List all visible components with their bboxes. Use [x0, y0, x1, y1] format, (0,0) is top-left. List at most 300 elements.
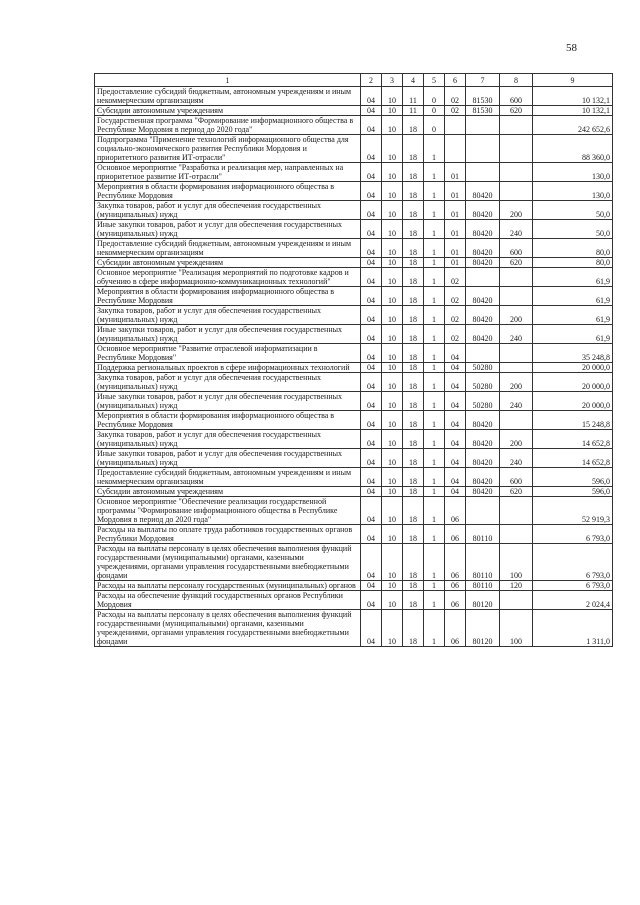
row-c6-cell: 06 — [445, 591, 466, 610]
row-c6-cell: 04 — [445, 363, 466, 373]
row-c7-cell: 80420 — [466, 411, 500, 430]
row-c2-cell: 04 — [361, 344, 382, 363]
row-c7-cell: 80110 — [466, 544, 500, 581]
row-c3-cell: 10 — [382, 258, 403, 268]
row-c6-cell: 06 — [445, 544, 466, 581]
table-row — [95, 487, 613, 497]
row-c5-cell: 1 — [424, 287, 445, 306]
row-c5-cell: 1 — [424, 135, 445, 163]
row-c6-cell: 01 — [445, 220, 466, 239]
header-cell: 5 — [424, 74, 445, 87]
row-name-cell: Иные закупки товаров, работ и услуг для обеспечения государственных (муниципальных) нужд — [95, 325, 361, 344]
row-name-cell: Основное мероприятие "Реализация мероприятий по подготовке кадров и обучению в сфере информационно-коммуникационных технологий" — [95, 268, 361, 287]
row-c8-cell — [500, 363, 533, 373]
table-body — [95, 87, 613, 647]
row-c7-cell: 81530 — [466, 106, 500, 116]
row-c6-cell: 04 — [445, 430, 466, 449]
row-c4-cell: 18 — [403, 544, 424, 581]
row-c8-cell — [500, 182, 533, 201]
row-name-cell: Субсидии автономным учреждениям — [95, 106, 361, 116]
row-c8-cell: 600 — [500, 468, 533, 487]
row-c8-cell — [500, 591, 533, 610]
row-c9-cell: 242 652,6 — [533, 116, 613, 135]
row-name-cell: Расходы на выплаты персоналу в целях обеспечения выполнения функций государственными (муниципальными) органами, казенными учреждениями, органами управления государственными внебюджетными фондами — [95, 544, 361, 581]
row-c8-cell: 620 — [500, 106, 533, 116]
row-c5-cell: 1 — [424, 544, 445, 581]
row-c3-cell: 10 — [382, 201, 403, 220]
row-c4-cell: 18 — [403, 258, 424, 268]
row-c2-cell: 04 — [361, 581, 382, 591]
row-c8-cell — [500, 344, 533, 363]
row-c2-cell: 04 — [361, 135, 382, 163]
row-c9-cell: 10 132,1 — [533, 106, 613, 116]
row-c5-cell: 1 — [424, 201, 445, 220]
row-c5-cell: 1 — [424, 325, 445, 344]
row-c9-cell: 14 652,8 — [533, 449, 613, 468]
row-c2-cell: 04 — [361, 116, 382, 135]
row-name-cell: Иные закупки товаров, работ и услуг для обеспечения государственных (муниципальных) нужд — [95, 220, 361, 239]
row-c7-cell: 80420 — [466, 258, 500, 268]
row-c6-cell: 06 — [445, 497, 466, 525]
row-c2-cell: 04 — [361, 610, 382, 647]
table-row — [95, 430, 613, 449]
row-c3-cell: 10 — [382, 591, 403, 610]
row-c6-cell: 04 — [445, 373, 466, 392]
row-c7-cell: 80420 — [466, 306, 500, 325]
row-c9-cell: 20 000,0 — [533, 373, 613, 392]
row-c7-cell: 80120 — [466, 591, 500, 610]
row-c7-cell — [466, 116, 500, 135]
row-c3-cell: 10 — [382, 306, 403, 325]
table-row — [95, 525, 613, 544]
row-name-cell: Иные закупки товаров, работ и услуг для обеспечения государственных (муниципальных) нужд — [95, 392, 361, 411]
table-row — [95, 449, 613, 468]
row-c3-cell: 10 — [382, 497, 403, 525]
row-c9-cell: 50,0 — [533, 220, 613, 239]
row-c5-cell: 1 — [424, 497, 445, 525]
row-c3-cell: 10 — [382, 544, 403, 581]
row-c6-cell: 01 — [445, 163, 466, 182]
table-row — [95, 325, 613, 344]
row-c5-cell: 1 — [424, 163, 445, 182]
row-name-cell: Подпрограмма "Применение технологий информационного общества для социально-экономического развития Республики Мордовия и приоритетного развития ИТ-отрасли" — [95, 135, 361, 163]
row-c5-cell: 1 — [424, 411, 445, 430]
table-row — [95, 220, 613, 239]
row-c6-cell: 06 — [445, 581, 466, 591]
row-c5-cell: 1 — [424, 268, 445, 287]
table-row — [95, 544, 613, 581]
row-c3-cell: 10 — [382, 487, 403, 497]
row-c5-cell: 1 — [424, 430, 445, 449]
table-row — [95, 497, 613, 525]
row-c3-cell: 10 — [382, 116, 403, 135]
row-name-cell: Закупка товаров, работ и услуг для обеспечения государственных (муниципальных) нужд — [95, 306, 361, 325]
row-c3-cell: 10 — [382, 581, 403, 591]
row-c8-cell: 240 — [500, 392, 533, 411]
row-c2-cell: 04 — [361, 544, 382, 581]
row-c8-cell: 100 — [500, 544, 533, 581]
table-row — [95, 392, 613, 411]
row-c9-cell: 61,9 — [533, 287, 613, 306]
row-c7-cell: 80120 — [466, 610, 500, 647]
row-c5-cell: 1 — [424, 220, 445, 239]
row-c5-cell: 1 — [424, 591, 445, 610]
row-c3-cell: 10 — [382, 182, 403, 201]
row-c9-cell: 88 360,0 — [533, 135, 613, 163]
row-c6-cell: 02 — [445, 87, 466, 106]
header-cell: 7 — [466, 74, 500, 87]
row-c2-cell: 04 — [361, 392, 382, 411]
header-cell: 6 — [445, 74, 466, 87]
row-c5-cell: 1 — [424, 344, 445, 363]
row-c4-cell: 18 — [403, 344, 424, 363]
row-c4-cell: 18 — [403, 591, 424, 610]
table-row — [95, 268, 613, 287]
row-c9-cell: 6 793,0 — [533, 581, 613, 591]
header-cell: 3 — [382, 74, 403, 87]
table-row — [95, 106, 613, 116]
row-c2-cell: 04 — [361, 258, 382, 268]
row-name-cell: Предоставление субсидий бюджетным, автономным учреждениям и иным некоммерческим организациям — [95, 239, 361, 258]
row-c8-cell: 620 — [500, 487, 533, 497]
row-c8-cell — [500, 163, 533, 182]
row-c4-cell: 18 — [403, 268, 424, 287]
row-c4-cell: 18 — [403, 287, 424, 306]
row-c7-cell — [466, 135, 500, 163]
row-c7-cell — [466, 497, 500, 525]
row-c4-cell: 18 — [403, 201, 424, 220]
row-c3-cell: 10 — [382, 220, 403, 239]
row-c5-cell: 0 — [424, 87, 445, 106]
row-c3-cell: 10 — [382, 449, 403, 468]
row-c8-cell — [500, 497, 533, 525]
budget-table — [94, 73, 613, 647]
row-c4-cell: 18 — [403, 525, 424, 544]
row-c3-cell: 10 — [382, 373, 403, 392]
row-c8-cell: 200 — [500, 306, 533, 325]
row-c8-cell — [500, 116, 533, 135]
table-row — [95, 163, 613, 182]
row-c9-cell: 20 000,0 — [533, 392, 613, 411]
row-c9-cell: 6 793,0 — [533, 544, 613, 581]
row-c7-cell: 80110 — [466, 581, 500, 591]
row-c4-cell: 11 — [403, 87, 424, 106]
row-c7-cell — [466, 344, 500, 363]
row-c4-cell: 18 — [403, 610, 424, 647]
row-c7-cell: 80420 — [466, 220, 500, 239]
row-name-cell: Субсидии автономным учреждениям — [95, 487, 361, 497]
row-c9-cell: 50,0 — [533, 201, 613, 220]
row-name-cell: Расходы на выплаты по оплате труда работников государственных органов Республики Мордовия — [95, 525, 361, 544]
table-row — [95, 581, 613, 591]
row-c9-cell: 20 000,0 — [533, 363, 613, 373]
row-c2-cell: 04 — [361, 411, 382, 430]
row-c6-cell: 02 — [445, 287, 466, 306]
row-c5-cell: 1 — [424, 487, 445, 497]
header-cell: 8 — [500, 74, 533, 87]
row-c5-cell: 1 — [424, 610, 445, 647]
row-c2-cell: 04 — [361, 106, 382, 116]
row-c9-cell: 130,0 — [533, 163, 613, 182]
row-c7-cell: 80420 — [466, 182, 500, 201]
row-c8-cell: 600 — [500, 239, 533, 258]
row-c4-cell: 18 — [403, 430, 424, 449]
row-c6-cell: 06 — [445, 610, 466, 647]
header-cell: 2 — [361, 74, 382, 87]
row-c9-cell: 35 248,8 — [533, 344, 613, 363]
row-c3-cell: 10 — [382, 239, 403, 258]
row-c4-cell: 11 — [403, 106, 424, 116]
row-c2-cell: 04 — [361, 449, 382, 468]
row-c6-cell: 06 — [445, 525, 466, 544]
row-name-cell: Поддержка региональных проектов в сфере информационных технологий — [95, 363, 361, 373]
row-c6-cell: 04 — [445, 449, 466, 468]
row-c3-cell: 10 — [382, 363, 403, 373]
table-row — [95, 87, 613, 106]
row-c3-cell: 10 — [382, 325, 403, 344]
row-c7-cell: 80420 — [466, 287, 500, 306]
row-c4-cell: 18 — [403, 468, 424, 487]
row-c7-cell: 50280 — [466, 392, 500, 411]
row-c2-cell: 04 — [361, 325, 382, 344]
row-c9-cell: 61,9 — [533, 268, 613, 287]
row-c6-cell — [445, 135, 466, 163]
row-name-cell: Основное мероприятие "Обеспечение реализации государственной программы "Формирование информационного общества в Республике Мордовия в период до 2020 года" — [95, 497, 361, 525]
row-c7-cell — [466, 163, 500, 182]
row-c3-cell: 10 — [382, 106, 403, 116]
row-c3-cell: 10 — [382, 525, 403, 544]
row-c8-cell: 620 — [500, 258, 533, 268]
row-c5-cell: 0 — [424, 106, 445, 116]
row-c2-cell: 04 — [361, 239, 382, 258]
row-name-cell: Государственная программа "Формирование информационного общества в Республике Мордовия в период до 2020 года" — [95, 116, 361, 135]
row-c7-cell: 80110 — [466, 525, 500, 544]
row-c4-cell: 18 — [403, 363, 424, 373]
row-c4-cell: 18 — [403, 116, 424, 135]
row-c6-cell: 01 — [445, 201, 466, 220]
row-c2-cell: 04 — [361, 363, 382, 373]
row-c3-cell: 10 — [382, 163, 403, 182]
row-c5-cell: 1 — [424, 525, 445, 544]
row-c8-cell: 240 — [500, 449, 533, 468]
row-c2-cell: 04 — [361, 220, 382, 239]
row-c9-cell: 61,9 — [533, 306, 613, 325]
row-c4-cell: 18 — [403, 220, 424, 239]
row-c6-cell: 01 — [445, 182, 466, 201]
row-c4-cell: 18 — [403, 373, 424, 392]
row-c3-cell: 10 — [382, 468, 403, 487]
row-c2-cell: 04 — [361, 87, 382, 106]
table-row — [95, 373, 613, 392]
row-c4-cell: 18 — [403, 239, 424, 258]
page-number: 58 — [566, 42, 577, 54]
table-row — [95, 411, 613, 430]
row-c8-cell — [500, 525, 533, 544]
row-c4-cell: 18 — [403, 325, 424, 344]
row-c7-cell: 80420 — [466, 430, 500, 449]
row-c9-cell: 80,0 — [533, 239, 613, 258]
table-row — [95, 258, 613, 268]
row-c8-cell: 200 — [500, 201, 533, 220]
row-c6-cell: 01 — [445, 258, 466, 268]
row-c9-cell: 130,0 — [533, 182, 613, 201]
row-c5-cell: 1 — [424, 306, 445, 325]
row-name-cell: Мероприятия в области формирования информационного общества в Республике Мордовия — [95, 182, 361, 201]
row-c8-cell: 600 — [500, 87, 533, 106]
row-c6-cell: 04 — [445, 411, 466, 430]
row-name-cell: Расходы на обеспечение функций государственных органов Республики Мордовия — [95, 591, 361, 610]
row-c9-cell: 596,0 — [533, 487, 613, 497]
row-c5-cell: 1 — [424, 258, 445, 268]
table-row — [95, 363, 613, 373]
row-c3-cell: 10 — [382, 287, 403, 306]
row-c5-cell: 1 — [424, 373, 445, 392]
row-c5-cell: 1 — [424, 449, 445, 468]
row-c9-cell: 80,0 — [533, 258, 613, 268]
row-c3-cell: 10 — [382, 268, 403, 287]
row-c2-cell: 04 — [361, 163, 382, 182]
row-c7-cell: 50280 — [466, 363, 500, 373]
row-c2-cell: 04 — [361, 201, 382, 220]
row-c2-cell: 04 — [361, 497, 382, 525]
row-c9-cell: 6 793,0 — [533, 525, 613, 544]
row-c2-cell: 04 — [361, 373, 382, 392]
row-name-cell: Предоставление субсидий бюджетным, автономным учреждениям и иным некоммерческим организациям — [95, 468, 361, 487]
row-c3-cell: 10 — [382, 135, 403, 163]
row-c3-cell: 10 — [382, 411, 403, 430]
header-row — [95, 74, 613, 87]
row-c6-cell: 02 — [445, 268, 466, 287]
row-c2-cell: 04 — [361, 487, 382, 497]
row-name-cell: Мероприятия в области формирования информационного общества в Республике Мордовия — [95, 411, 361, 430]
row-c8-cell: 240 — [500, 325, 533, 344]
row-c6-cell: 04 — [445, 344, 466, 363]
row-c2-cell: 04 — [361, 182, 382, 201]
row-c2-cell: 04 — [361, 591, 382, 610]
row-c9-cell: 14 652,8 — [533, 430, 613, 449]
row-c3-cell: 10 — [382, 392, 403, 411]
row-name-cell: Закупка товаров, работ и услуг для обеспечения государственных (муниципальных) нужд — [95, 430, 361, 449]
row-c3-cell: 10 — [382, 610, 403, 647]
table-row — [95, 468, 613, 487]
header-cell: 1 — [95, 74, 361, 87]
row-name-cell: Основное мероприятие "Разработка и реализация мер, направленных на приоритетное развитие ИТ-отрасли" — [95, 163, 361, 182]
row-name-cell: Закупка товаров, работ и услуг для обеспечения государственных (муниципальных) нужд — [95, 201, 361, 220]
row-c6-cell — [445, 116, 466, 135]
row-c8-cell — [500, 411, 533, 430]
row-c5-cell: 1 — [424, 363, 445, 373]
table-row — [95, 182, 613, 201]
row-c4-cell: 18 — [403, 163, 424, 182]
row-name-cell: Расходы на выплаты персоналу в целях обеспечения выполнения функций государственными (муниципальными) органами, казенными учреждениями, органами управления государственными внебюджетными фондами — [95, 610, 361, 647]
row-c8-cell: 100 — [500, 610, 533, 647]
row-c4-cell: 18 — [403, 487, 424, 497]
row-c3-cell: 10 — [382, 87, 403, 106]
row-c2-cell: 04 — [361, 268, 382, 287]
row-c4-cell: 18 — [403, 581, 424, 591]
row-c5-cell: 1 — [424, 182, 445, 201]
row-c2-cell: 04 — [361, 430, 382, 449]
row-c4-cell: 18 — [403, 497, 424, 525]
row-c9-cell: 596,0 — [533, 468, 613, 487]
row-c5-cell: 1 — [424, 239, 445, 258]
row-c4-cell: 18 — [403, 135, 424, 163]
row-c2-cell: 04 — [361, 468, 382, 487]
row-c8-cell: 120 — [500, 581, 533, 591]
row-c6-cell: 04 — [445, 487, 466, 497]
row-c2-cell: 04 — [361, 306, 382, 325]
row-c6-cell: 02 — [445, 306, 466, 325]
row-c6-cell: 02 — [445, 106, 466, 116]
row-name-cell: Мероприятия в области формирования информационного общества в Республике Мордовия — [95, 287, 361, 306]
row-c4-cell: 18 — [403, 449, 424, 468]
row-c9-cell: 15 248,8 — [533, 411, 613, 430]
row-c4-cell: 18 — [403, 392, 424, 411]
table-row — [95, 591, 613, 610]
row-c5-cell: 1 — [424, 468, 445, 487]
row-c6-cell: 02 — [445, 325, 466, 344]
row-c4-cell: 18 — [403, 182, 424, 201]
row-c4-cell: 18 — [403, 306, 424, 325]
row-c5-cell: 0 — [424, 116, 445, 135]
row-c7-cell: 80420 — [466, 468, 500, 487]
row-c5-cell: 1 — [424, 392, 445, 411]
header-cell: 4 — [403, 74, 424, 87]
table-row — [95, 287, 613, 306]
row-c5-cell: 1 — [424, 581, 445, 591]
row-c7-cell: 80420 — [466, 201, 500, 220]
row-c7-cell: 80420 — [466, 487, 500, 497]
row-c8-cell: 240 — [500, 220, 533, 239]
row-name-cell: Расходы на выплаты персоналу государственных (муниципальных) органов — [95, 581, 361, 591]
table-row — [95, 135, 613, 163]
row-c7-cell: 81530 — [466, 87, 500, 106]
row-c7-cell: 80420 — [466, 325, 500, 344]
row-name-cell: Иные закупки товаров, работ и услуг для обеспечения государственных (муниципальных) нужд — [95, 449, 361, 468]
row-c3-cell: 10 — [382, 430, 403, 449]
row-c6-cell: 01 — [445, 239, 466, 258]
table-row — [95, 201, 613, 220]
row-c6-cell: 04 — [445, 468, 466, 487]
row-c8-cell: 200 — [500, 373, 533, 392]
table-row — [95, 610, 613, 647]
row-c2-cell: 04 — [361, 525, 382, 544]
row-name-cell: Субсидии автономным учреждениям — [95, 258, 361, 268]
row-c9-cell: 52 919,3 — [533, 497, 613, 525]
row-c3-cell: 10 — [382, 344, 403, 363]
table-row — [95, 344, 613, 363]
table-row — [95, 116, 613, 135]
row-c9-cell: 1 311,0 — [533, 610, 613, 647]
row-c9-cell: 2 024,4 — [533, 591, 613, 610]
row-c9-cell: 61,9 — [533, 325, 613, 344]
row-name-cell: Предоставление субсидий бюджетным, автономным учреждениям и иным некоммерческим организациям — [95, 87, 361, 106]
table-row — [95, 306, 613, 325]
row-c8-cell: 200 — [500, 430, 533, 449]
row-name-cell: Закупка товаров, работ и услуг для обеспечения государственных (муниципальных) нужд — [95, 373, 361, 392]
row-c7-cell: 80420 — [466, 449, 500, 468]
row-c6-cell: 04 — [445, 392, 466, 411]
row-name-cell: Основное мероприятие "Развитие отраслевой информатизации в Республике Мордовия" — [95, 344, 361, 363]
row-c7-cell — [466, 268, 500, 287]
table-row — [95, 239, 613, 258]
row-c7-cell: 80420 — [466, 239, 500, 258]
row-c4-cell: 18 — [403, 411, 424, 430]
row-c8-cell — [500, 287, 533, 306]
row-c7-cell: 50280 — [466, 373, 500, 392]
row-c9-cell: 10 132,1 — [533, 87, 613, 106]
row-c8-cell — [500, 268, 533, 287]
